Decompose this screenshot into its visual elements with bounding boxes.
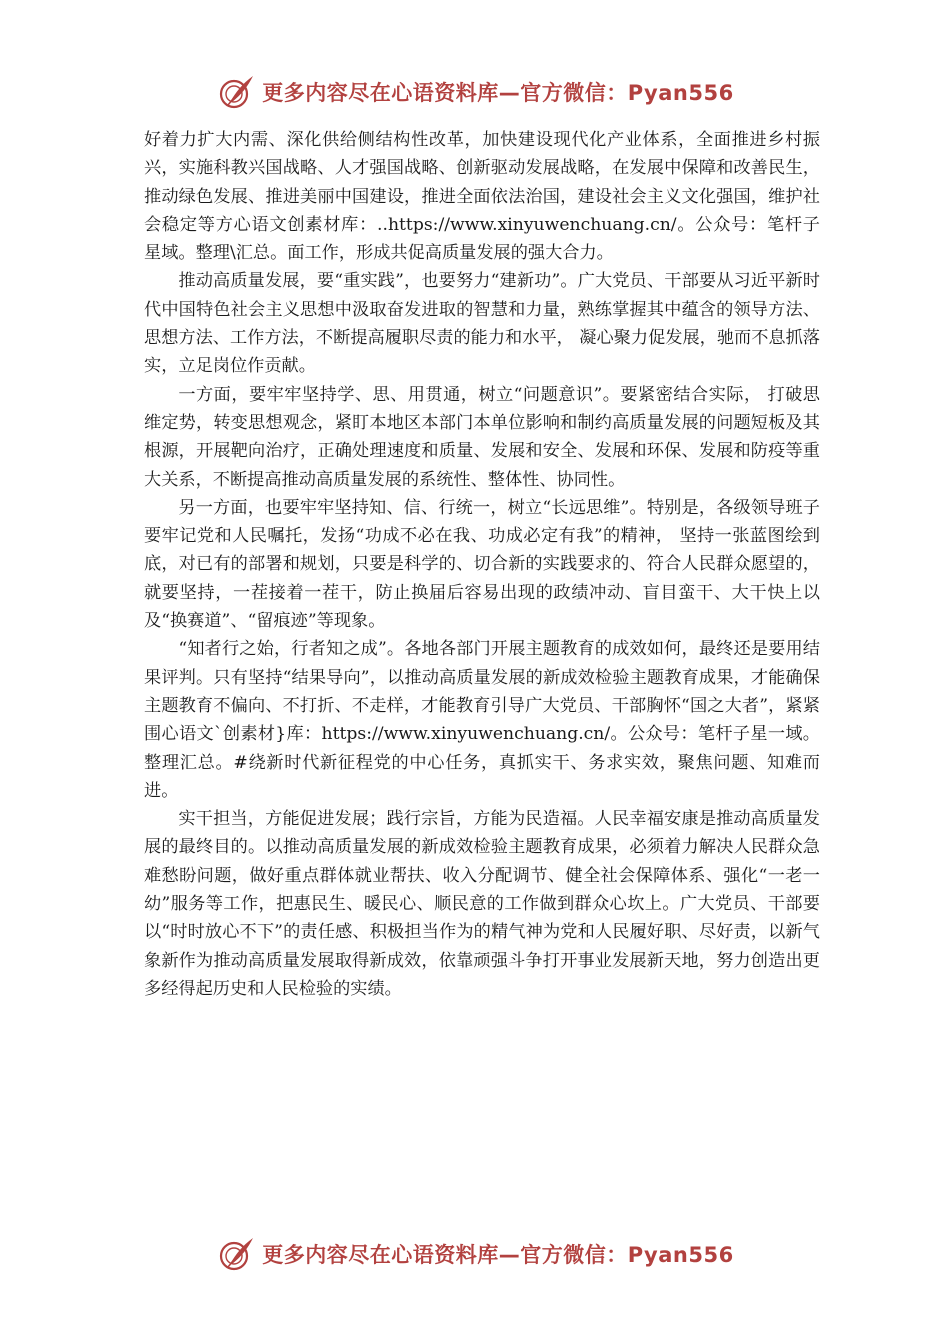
paragraph-5: “知者行之始，行者知之成”。各地各部门开展主题教育的成效如何，最终还是要用结果评判。只有坚持“结果导向”，以推动高质量发展的新成效检验主题教育成果，才能确保主题教育不偏向、不打折、不走样，才能教育引导广大党员、干部胸怀“国之大者”，紧紧围心语文`创素材}库：https://www.xinyuwenchuang.cn/。公众号：笔杆子星一域。整理汇总。#绕新时代新征程党的中心任务，真抓实干、务求实效，聚焦问题、知难而进。	[144, 639, 820, 801]
footer-banner	[0, 1232, 950, 1276]
paragraph-3: 一方面，要牢牢坚持学、思、用贯通，树立“问题意识”。要紧密结合实际， 打破思维定势，转变思想观念，紧盯本地区本部门本单位影响和制约高质量发展的问题短板及其根源，开展靶向治疗，正确处理速度和质量、发展和安全、发展和环保、发展和防疫等重大关系，不断提高推动高质量发展的系统性、整体性、协同性。	[144, 384, 820, 490]
quill-seal-icon	[216, 1234, 256, 1274]
header-banner	[0, 70, 950, 114]
header-banner-text: 更多内容尽在心语资料库—官方微信：Pyan556	[262, 81, 734, 105]
quill-seal-icon	[216, 72, 256, 112]
paragraph-1: 好着力扩大内需、深化供给侧结构性改革，加快建设现代化产业体系，全面推进乡村振兴，实施科教兴国战略、人才强国战略、创新驱动发展战略，在发展中保障和改善民生，推动绿色发展、推进美丽中国建设，推进全面依法治国，建设社会主义文化强国，维护社会稳定等方心语文创素材库：..https://www.xinyuwenchuang.cn/。公众号：笔杆子星域。整理\汇总。面工作，形成共促高质量发展的强大合力。	[144, 130, 820, 264]
paragraph-4: 另一方面，也要牢牢坚持知、信、行统一，树立“长远思维”。特别是，各级领导班子要牢记党和人民嘱托，发扬“功成不必在我、功成必定有我”的精神， 坚持一张蓝图绘到底，对已有的部署和规划，只要是科学的、切合新的实践要求的、符合人民群众愿望的，就要坚持，一茬接着一茬干，防止换届后容易出现的政绩冲动、盲目蛮干、大干快上以及“换赛道”、“留痕迹”等现象。	[144, 497, 820, 632]
document-body	[144, 126, 820, 1003]
paragraph-2: 推动高质量发展，要“重实践”，也要努力“建新功”。广大党员、干部要从习近平新时代中国特色社会主义思想中汲取奋发进取的智慧和力量，熟练掌握其中蕴含的领导方法、思想方法、工作方法，不断提高履职尽责的能力和水平， 凝心聚力促发展，驰而不息抓落实，立足岗位作贡献。	[144, 271, 820, 377]
footer-banner-text: 更多内容尽在心语资料库—官方微信：Pyan556	[262, 1243, 734, 1267]
paragraph-6: 实干担当，方能促进发展；践行宗旨，方能为民造福。人民幸福安康是推动高质量发展的最终目的。以推动高质量发展的新成效检验主题教育成果，必须着力解决人民群众急难愁盼问题，做好重点群体就业帮扶、收入分配调节、健全社会保障体系、强化“一老一幼”服务等工作，把惠民生、暖民心、顺民意的工作做到群众心坎上。广大党员、干部要以“时时放心不下”的责任感、积极担当作为的精气神为党和人民履好职、尽好责，以新气象新作为推动高质量发展取得新成效，依靠顽强斗争打开事业发展新天地，努力创造出更多经得起历史和人民检验的实绩。	[144, 809, 820, 999]
